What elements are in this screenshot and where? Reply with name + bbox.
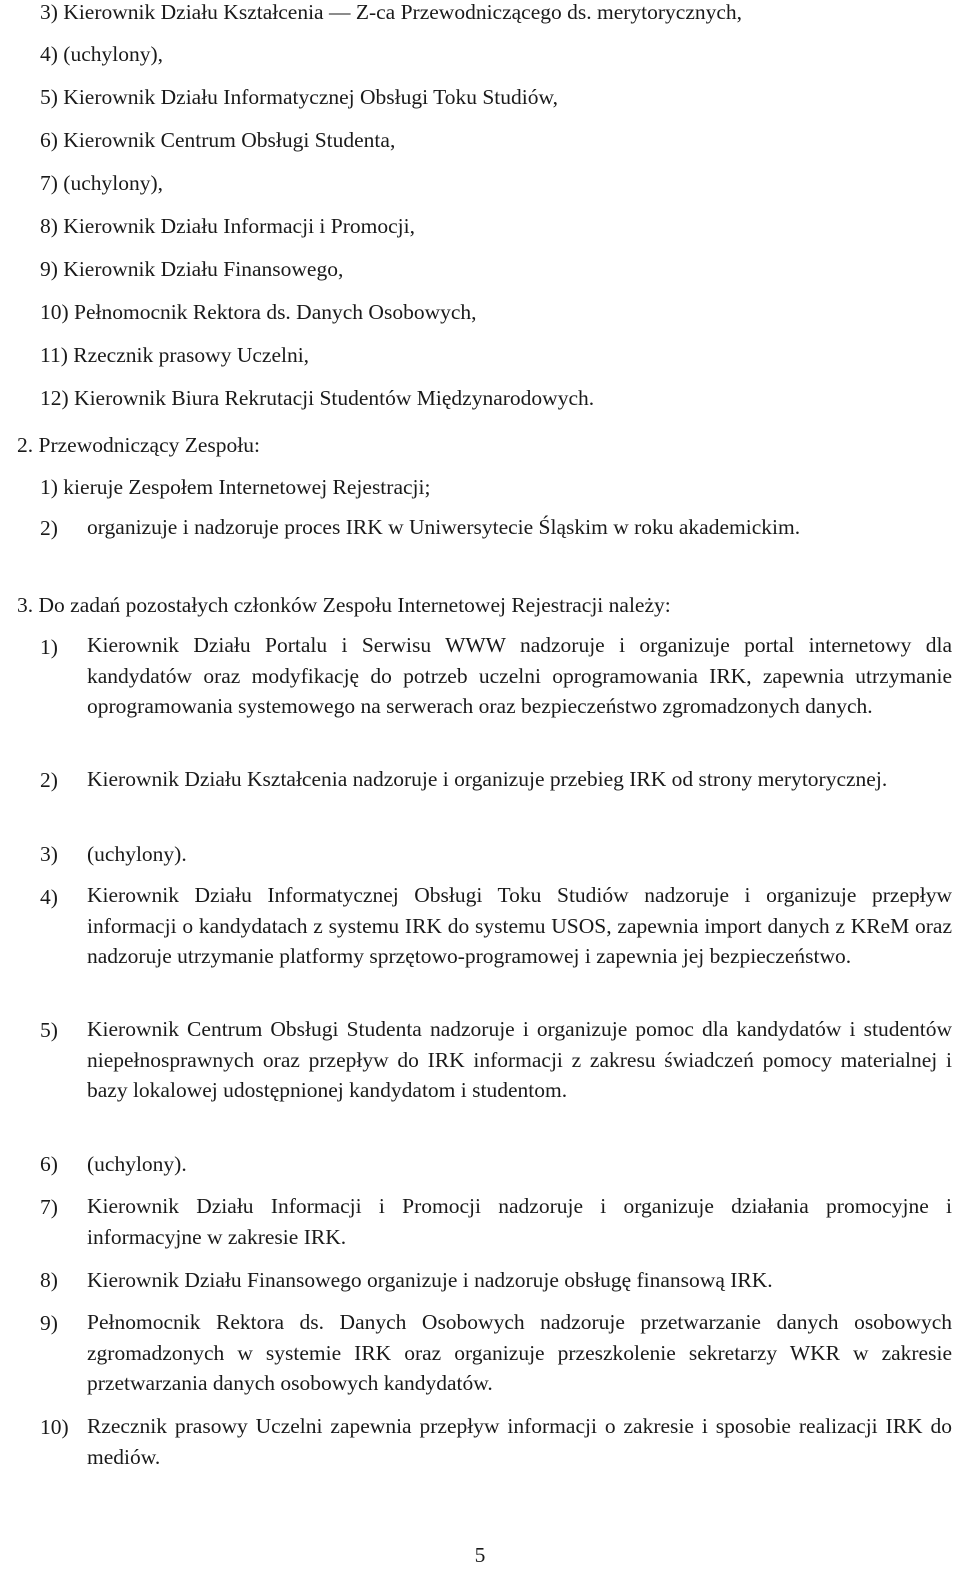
list-item: Rzecznik prasowy Uczelni zapewnia przepływ informacji o zakresie i sposobie realizacji IRK do mediów.: [87, 1414, 952, 1469]
list-item: 4) (uchylony),: [40, 42, 164, 66]
list-item-number: 9): [40, 1311, 58, 1335]
list-item: 7) (uchylony),: [40, 171, 164, 195]
list-item: (uchylony).: [87, 842, 187, 866]
list-item: Kierownik Działu Informatycznej Obsługi Toku Studiów nadzoruje i organizuje przepływ informacji o kandydatach z systemu IRK do systemu USOS, zapewnia import danych z KReM oraz nadzoruje utrzymanie platformy sprzętowo-programowej i zapewnia jej bezpieczeństwo.: [87, 883, 952, 968]
list-item-number: 2): [40, 516, 58, 540]
list-item: organizuje i nadzoruje proces IRK w Uniwersytecie Śląskim w roku akademickim.: [87, 515, 801, 539]
section-heading: 2. Przewodniczący Zespołu:: [17, 433, 260, 457]
list-item: (uchylony).: [87, 1152, 187, 1176]
list-item: Kierownik Działu Kształcenia nadzoruje i organizuje przebieg IRK od strony merytorycznej.: [87, 767, 888, 791]
list-item-number: 2): [40, 768, 58, 792]
list-item: Kierownik Działu Finansowego organizuje i nadzoruje obsługę finansową IRK.: [87, 1268, 773, 1292]
page-number: 5: [474, 1543, 486, 1567]
list-item-number: 1): [40, 635, 58, 659]
list-item: Pełnomocnik Rektora ds. Danych Osobowych nadzoruje przetwarzanie danych osobowych zgromadzonych w systemie IRK oraz organizuje przeszkolenie sekretarzy WKR w zakresie przetwarzania danych osobowych kandydatów.: [87, 1310, 952, 1395]
list-item: 3) Kierownik Działu Kształcenia — Z-ca Przewodniczącego ds. merytorycznych,: [40, 0, 743, 24]
list-item-number: 10): [40, 1415, 69, 1439]
list-item: 12) Kierownik Biura Rekrutacji Studentów Międzynarodowych.: [40, 386, 595, 410]
list-item-number: 5): [40, 1018, 58, 1042]
list-item: 10) Pełnomocnik Rektora ds. Danych Osobowych,: [40, 300, 477, 324]
list-item: 8) Kierownik Działu Informacji i Promocji,: [40, 214, 415, 238]
list-item-number: 7): [40, 1195, 58, 1219]
list-item-number: 8): [40, 1268, 58, 1292]
list-item: 11) Rzecznik prasowy Uczelni,: [40, 343, 310, 367]
list-item-number: 4): [40, 885, 58, 909]
list-item: Kierownik Działu Informacji i Promocji nadzoruje i organizuje działania promocyjne i informacyjne w zakresie IRK.: [87, 1194, 952, 1249]
list-item: Kierownik Działu Portalu i Serwisu WWW nadzoruje i organizuje portal internetowy dla kandydatów oraz modyfikację do potrzeb uczelni oprogramowania IRK, zapewnia utrzymanie oprogramowania systemowego na serwerach oraz bezpieczeństwo zgromadzonych danych.: [87, 633, 952, 718]
list-item: 6) Kierownik Centrum Obsługi Studenta,: [40, 128, 396, 152]
list-item: Kierownik Centrum Obsługi Studenta nadzoruje i organizuje pomoc dla kandydatów i studentów niepełnosprawnych oraz przepływ do IRK informacji z zakresu świadczeń pomocy materialnej i bazy lokalowej udostępnionej kandydatom i studentom.: [87, 1017, 952, 1102]
list-item: 9) Kierownik Działu Finansowego,: [40, 257, 344, 281]
section-heading: 3. Do zadań pozostałych członków Zespołu Internetowej Rejestracji należy:: [17, 593, 671, 617]
list-item: 1) kieruje Zespołem Internetowej Rejestracji;: [40, 475, 431, 499]
list-item-number: 6): [40, 1152, 58, 1176]
list-item-number: 3): [40, 842, 58, 866]
list-item: 5) Kierownik Działu Informatycznej Obsługi Toku Studiów,: [40, 85, 558, 109]
